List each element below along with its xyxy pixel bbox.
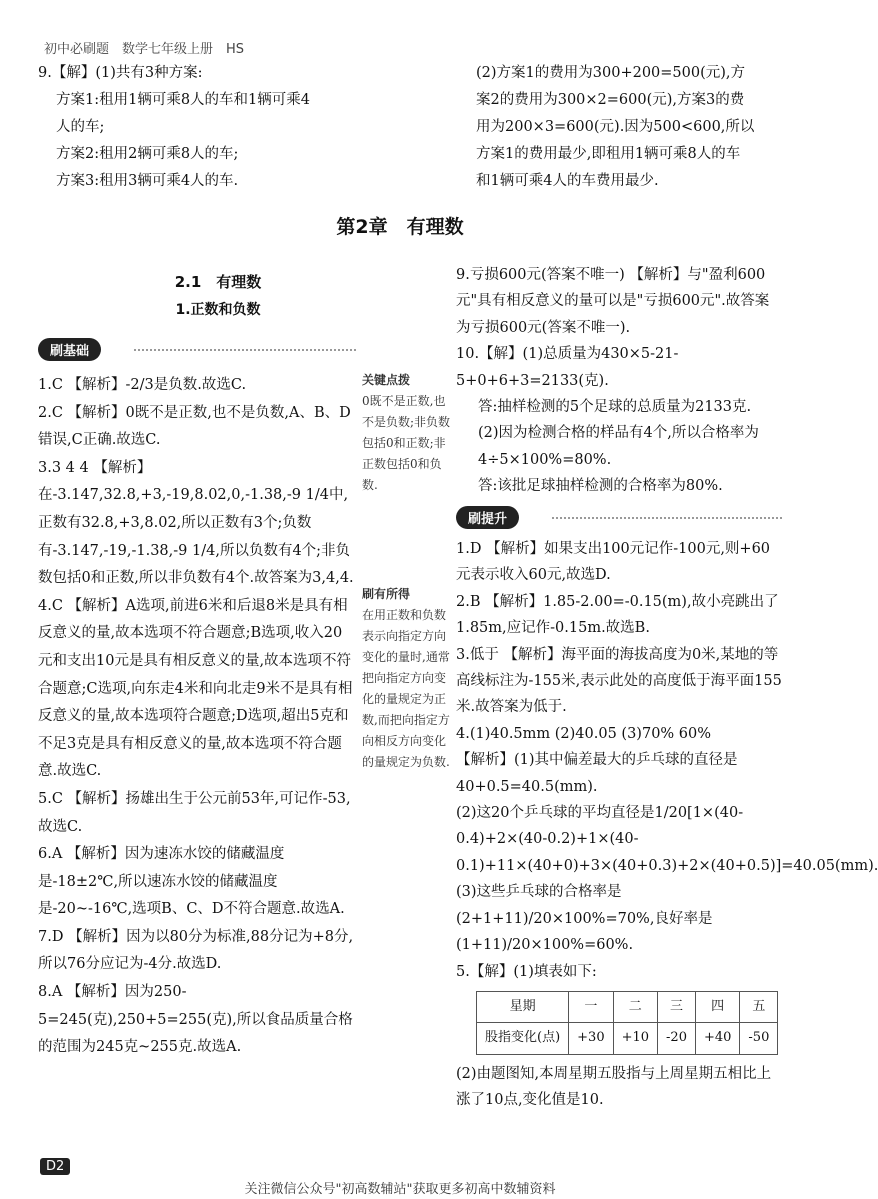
tip-text: 0既不是正数,也不是负数;非负数包括0和正数;非正数包括0和负数. bbox=[362, 394, 451, 492]
answer-item: 6.A 【解析】因为速冻水饺的储藏温度是-18±2℃,所以速冻水饺的储藏温度是-20~-16℃,选项B、C、D不符合题意.故选A. bbox=[38, 846, 345, 918]
chapter-title: 第2章 有理数 bbox=[336, 216, 464, 238]
band-label: 刷基础 bbox=[38, 338, 101, 361]
table-header: 三 bbox=[658, 991, 696, 1022]
section-title bbox=[38, 268, 398, 324]
line: 案2的费用为300×2=600(元),方案3的费 bbox=[476, 92, 745, 108]
answer-item: 8.A 【解析】因为250-5=245(克),250+5=255(克),所以食品质量合格的范围为245克~255克.故选A. bbox=[38, 984, 353, 1056]
answer-item: 5.【解】(1)填表如下: bbox=[456, 963, 597, 980]
subsection-heading: 1.正数和负数 bbox=[175, 302, 261, 318]
page-number: D2 bbox=[40, 1158, 70, 1175]
line: 用为200×3=600(元).因为500<600,所以 bbox=[476, 119, 755, 135]
answer-item: 9.亏损600元(答案不唯一) 【解析】与"盈利600元"具有相反意义的量可以是"亏损600元".故答案为亏损600元(答案不唯一). bbox=[456, 267, 770, 336]
line: 9.【解】(1)共有3种方案: bbox=[38, 65, 203, 81]
table-cell: -50 bbox=[740, 1023, 778, 1054]
right-answers-basic bbox=[456, 262, 782, 500]
table-cell: +30 bbox=[569, 1023, 613, 1054]
line: 方案3:租用3辆可乘4人的车. bbox=[56, 173, 239, 189]
table-cell: -20 bbox=[658, 1023, 696, 1054]
table-header: 星期 bbox=[477, 991, 569, 1022]
stock-table bbox=[476, 991, 778, 1055]
answer-item: 2.C 【解析】0既不是正数,也不是负数,A、B、D错误,C正确.故选C. bbox=[38, 404, 351, 449]
band-advanced bbox=[456, 506, 782, 530]
answer-item: 4.(1)40.5mm (2)40.05 (3)70% 60% bbox=[456, 725, 712, 742]
answer-item: 答:抽样检测的5个足球的总质量为2133克. bbox=[478, 399, 752, 416]
line: 方案1:租用1辆可乘8人的车和1辆可乘4 bbox=[56, 92, 311, 108]
answer-item: (2)由题图知,本周星期五股指与上周星期五相比上涨了10点,变化值是10. bbox=[456, 1065, 772, 1109]
table-cell: +40 bbox=[695, 1023, 739, 1054]
running-header: 初中必刷题 数学七年级上册 HS bbox=[44, 42, 245, 57]
right-answers-advanced bbox=[456, 536, 878, 1114]
line: (2)方案1的费用为300+200=500(元),方 bbox=[476, 65, 746, 81]
footer: 关注微信公众号"初高数辅站"获取更多初高中数辅资料 bbox=[244, 1182, 556, 1197]
answer-item: (2)这20个乒乓球的平均直径是1/20[1×(40-0.4)+2×(40-0.2)+1×(40-0.1)+11×(40+0)+3×(40+0.3)+2×(40+0.5)]=40.05(mm). bbox=[456, 805, 878, 874]
tip-takeaway bbox=[362, 584, 454, 773]
left-answers bbox=[38, 372, 356, 1062]
band-basic bbox=[38, 338, 356, 362]
answer-item: (3)这些乒乓球的合格率是(2+1+11)/20×100%=70%,良好率是(1+11)/20×100%=60%. bbox=[456, 884, 713, 954]
answer-item: 10.【解】(1)总质量为430×5-21-5+0+6+3=2133(克). bbox=[456, 346, 679, 389]
answer-item: 7.D 【解析】因为以80分为标准,88分记为+8分,所以76分应记为-4分.故选D. bbox=[38, 928, 354, 973]
table-cell: +10 bbox=[613, 1023, 657, 1054]
tip-key-points bbox=[362, 370, 454, 496]
table-header: 一 bbox=[569, 991, 613, 1022]
answer-item: (2)因为检测合格的样品有4个,所以合格率为4÷5×100%=80%. bbox=[478, 425, 759, 468]
band-label: 刷提升 bbox=[456, 506, 519, 529]
table-header: 四 bbox=[695, 991, 739, 1022]
answer-item: 1.D 【解析】如果支出100元记作-100元,则+60元表示收入60元,故选D. bbox=[456, 541, 771, 584]
answer-item: 答:该批足球抽样检测的合格率为80%. bbox=[478, 478, 723, 495]
table-header: 五 bbox=[740, 991, 778, 1022]
table-header: 二 bbox=[613, 991, 657, 1022]
tip-text: 在用正数和负数表示向指定方向变化的量时,通常把向指定方向变化的量规定为正数,而把向指定方向相反方向变化的量规定为负数. bbox=[362, 608, 450, 769]
line: 方案2:租用2辆可乘8人的车; bbox=[56, 146, 239, 162]
answer-item: 3.3 4 4 【解析】在-3.147,32.8,+3,-19,8.02,0,-1.38,-9 1/4中,正数有32.8,+3,8.02,所以正数有3个;负数有-3.147,-19,-1.38,-9 1/4,所以负数有4个;非负数包括0和正数,所以非负数有4个.故答案为3,4,4. bbox=[38, 459, 354, 587]
line: 和1辆可乘4人的车费用最少. bbox=[476, 173, 659, 189]
answer-item: 【解析】(1)其中偏差最大的乒乓球的直径是40+0.5=40.5(mm). bbox=[456, 752, 738, 795]
answer-item: 1.C 【解析】-2/3是负数.故选C. bbox=[38, 377, 247, 393]
answer-item: 2.B 【解析】1.85-2.00=-0.15(m),故小亮跳出了1.85m,应记作-0.15m.故选B. bbox=[456, 593, 779, 637]
line: 方案1的费用最少,即租用1辆可乘8人的车 bbox=[476, 146, 741, 162]
top-right-block bbox=[476, 60, 784, 195]
answer-item: 4.C 【解析】A选项,前进6米和后退8米是具有相反意义的量,故本选项不符合题意;B选项,收入20元和支出10元是具有相反意义的量,故本选项不符合题意;C选项,向东走4米和向北走9米不是具有相反意义的量,故本选项符合题意;D选项,超出5克和不足3克是具有相反意义的量,故本选项不符合题意.故选C. bbox=[38, 597, 353, 780]
tip-title: 关键点拨 bbox=[362, 373, 411, 387]
answer-item: 3.低于 【解析】海平面的海拔高度为0米,某地的等高线标注为-155米,表示此处的高度低于海平面155米.故答案为低于. bbox=[456, 646, 782, 716]
section-heading: 2.1 有理数 bbox=[174, 273, 262, 291]
line: 人的车; bbox=[56, 119, 105, 135]
tip-title: 刷有所得 bbox=[362, 587, 411, 601]
answer-item: 5.C 【解析】扬雄出生于公元前53年,可记作-53,故选C. bbox=[38, 790, 351, 835]
top-left-block bbox=[38, 60, 388, 195]
table-cell: 股指变化(点) bbox=[477, 1023, 569, 1054]
